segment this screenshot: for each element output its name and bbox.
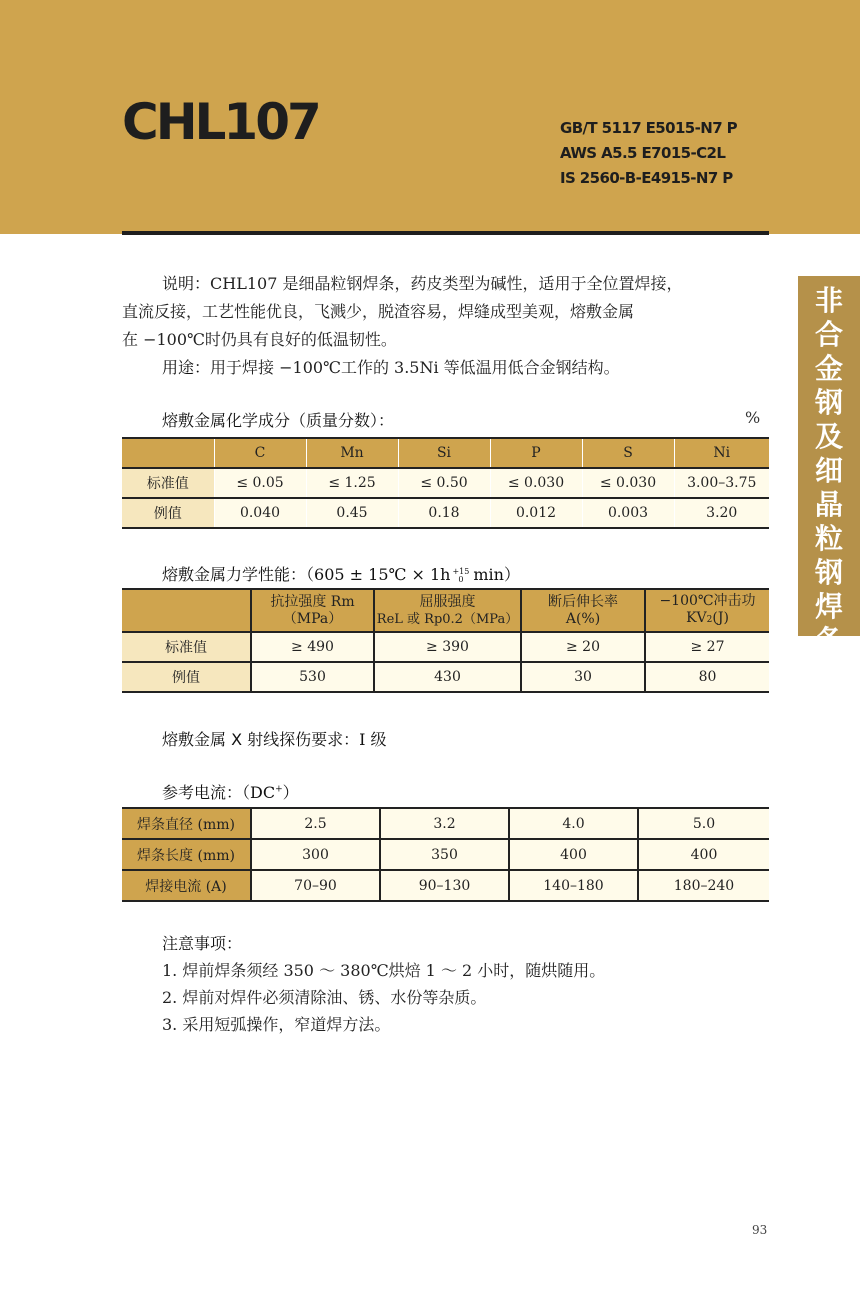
xray-label: 熔敷金属 X 射线探伤要求： — [162, 730, 360, 749]
product-title: CHL107 — [122, 93, 319, 151]
side-tab-char: 条 — [814, 624, 843, 657]
note-item-1: 1. 焊前焊条须经 350 ～ 380℃烘焙 1 ～ 2 小时，随烘随用。 — [162, 961, 606, 980]
table-cell: 350 — [380, 839, 509, 870]
table-cell: 400 — [509, 839, 638, 870]
table-cell: 0.003 — [582, 498, 674, 528]
heat-treatment-condition: （605 ± 15℃ × 1h — [306, 565, 451, 584]
row-label: 焊接电流 (A) — [122, 870, 251, 901]
header-cell: Ni — [674, 438, 769, 468]
table-cell: 90–130 — [380, 870, 509, 901]
notes-block — [162, 930, 605, 1038]
header-cell: C — [214, 438, 306, 468]
mechanical-section-title: 熔敷金属力学性能：（605 ± 15℃ × 1h +15 0 min） — [162, 565, 520, 584]
description-line-1: CHL107 是细晶粒钢焊条，药皮类型为碱性，适用于全位置焊接， — [210, 274, 683, 293]
table-cell: 530 — [251, 662, 374, 692]
row-label: 例值 — [122, 662, 251, 692]
chemical-table — [122, 437, 769, 529]
table-cell: ≤ 0.50 — [398, 468, 490, 498]
row-label: 标准值 — [122, 468, 214, 498]
table-cell: 0.040 — [214, 498, 306, 528]
chemical-section-title: 熔敷金属化学成分（质量分数）： — [162, 411, 395, 430]
standard-is: IS 2560-B-E4915-N7 P — [560, 169, 733, 187]
table-cell: 140–180 — [509, 870, 638, 901]
table-cell: 30 — [521, 662, 645, 692]
header-cell: Si — [398, 438, 490, 468]
note-item-2: 2. 焊前对焊件必须清除油、锈、水份等杂质。 — [162, 988, 487, 1007]
description-line-3: 在 −100℃时仍具有良好的低温韧性。 — [122, 330, 397, 349]
current-table — [122, 807, 769, 902]
current-type: （DC — [242, 783, 276, 802]
table-cell: ≤ 0.05 — [214, 468, 306, 498]
header-cell: P — [490, 438, 582, 468]
side-tab-char: 钢 — [814, 386, 843, 419]
side-tab-char: 合 — [814, 318, 843, 351]
notes-title: 注意事项： — [162, 934, 243, 953]
description-block — [122, 270, 769, 382]
table-cell: ≤ 0.030 — [582, 468, 674, 498]
table-cell: 0.18 — [398, 498, 490, 528]
table-row — [122, 808, 769, 839]
table-cell: ≥ 390 — [374, 632, 521, 662]
usage-text: 用于焊接 −100℃工作的 3.5Ni 等低温用低合金钢结构。 — [210, 358, 620, 377]
side-tab-char: 及 — [814, 420, 843, 453]
row-label: 焊条直径 (mm) — [122, 808, 251, 839]
current-section-title: 参考电流：（DC+） — [162, 783, 299, 802]
table-cell: ≥ 27 — [645, 632, 769, 662]
header-cell — [122, 438, 214, 468]
table-row — [122, 839, 769, 870]
side-tab-char: 金 — [814, 352, 843, 385]
table-cell: 2.5 — [251, 808, 380, 839]
side-tab-char: 晶 — [814, 488, 843, 521]
table-row — [122, 468, 769, 498]
header-cell: 断后伸长率 A(%) — [521, 589, 645, 632]
row-label: 标准值 — [122, 632, 251, 662]
table-header-row — [122, 589, 769, 632]
mechanical-table — [122, 588, 769, 693]
header-cell: 抗拉强度 Rm （MPa） — [251, 589, 374, 632]
row-label: 例值 — [122, 498, 214, 528]
category-side-tab — [798, 276, 860, 657]
category-side-tab-text — [798, 284, 860, 658]
usage-label: 用途： — [162, 358, 211, 377]
side-tab-char: 粒 — [814, 522, 843, 555]
side-tab-char: 非 — [814, 284, 843, 317]
header-rule — [122, 231, 769, 235]
side-tab-char: 细 — [814, 454, 843, 487]
note-item-3: 3. 采用短弧操作，窄道焊方法。 — [162, 1015, 391, 1034]
header-cell: 屈服强度 ReL 或 Rp0.2（MPa） — [374, 589, 521, 632]
xray-value: I 级 — [359, 730, 387, 749]
table-cell: ≤ 0.030 — [490, 468, 582, 498]
table-cell: 70–90 — [251, 870, 380, 901]
table-cell: 0.45 — [306, 498, 398, 528]
standards-list — [560, 116, 737, 191]
table-cell: 3.20 — [674, 498, 769, 528]
table-row — [122, 498, 769, 528]
standard-aws: AWS A5.5 E7015-C2L — [560, 144, 726, 162]
table-cell: 300 — [251, 839, 380, 870]
table-cell: 4.0 — [509, 808, 638, 839]
description-label: 说明： — [162, 274, 211, 293]
table-cell: 180–240 — [638, 870, 769, 901]
table-cell: 80 — [645, 662, 769, 692]
page-number: 93 — [752, 1223, 768, 1237]
xray-requirement — [162, 727, 387, 750]
table-cell: ≤ 1.25 — [306, 468, 398, 498]
table-cell: ≥ 490 — [251, 632, 374, 662]
header-cell: Mn — [306, 438, 398, 468]
standard-gb: GB/T 5117 E5015-N7 P — [560, 119, 738, 137]
table-cell: 430 — [374, 662, 521, 692]
header-cell: −100℃冲击功 KV2(J) — [645, 589, 769, 632]
header-cell-empty — [122, 589, 251, 632]
table-row — [122, 632, 769, 662]
header-band — [0, 0, 860, 234]
table-cell: 0.012 — [490, 498, 582, 528]
side-tab-char: 钢 — [814, 556, 843, 589]
table-cell: 400 — [638, 839, 769, 870]
table-cell: ≥ 20 — [521, 632, 645, 662]
table-row — [122, 870, 769, 901]
table-cell: 3.2 — [380, 808, 509, 839]
chemical-unit: % — [745, 408, 761, 427]
table-header-row — [122, 438, 769, 468]
table-cell: 3.00–3.75 — [674, 468, 769, 498]
table-row — [122, 662, 769, 692]
side-tab-char: 焊 — [814, 590, 843, 623]
table-cell: 5.0 — [638, 808, 769, 839]
header-cell: S — [582, 438, 674, 468]
row-label: 焊条长度 (mm) — [122, 839, 251, 870]
description-line-2: 直流反接，工艺性能优良，飞溅少，脱渣容易，焊缝成型美观，熔敷金属 — [122, 302, 635, 321]
